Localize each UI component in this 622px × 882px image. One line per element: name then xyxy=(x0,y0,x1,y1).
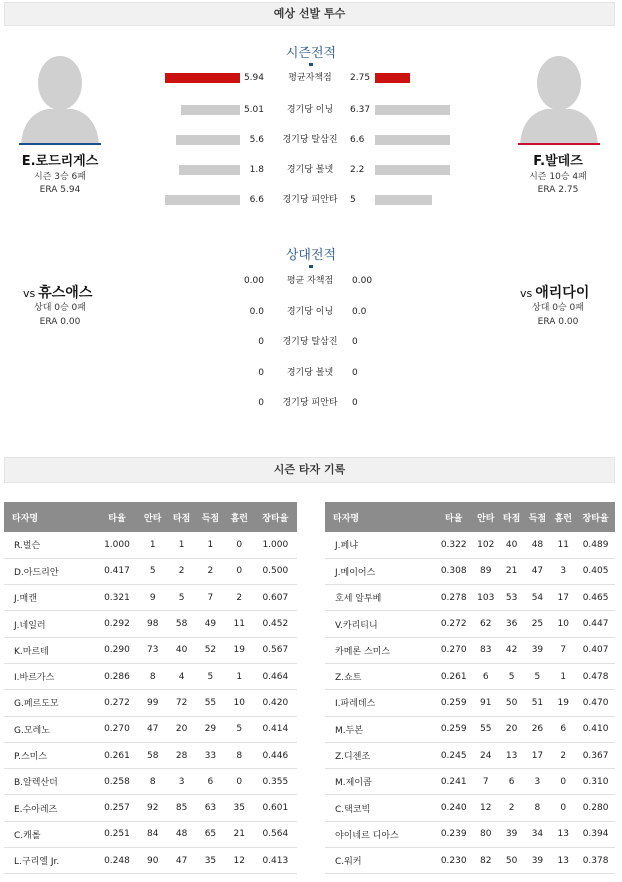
stat-cell: 3 xyxy=(525,769,551,795)
stat-cell: 10 xyxy=(225,690,254,716)
table-row[interactable] xyxy=(325,742,615,768)
stat-cell: 0.564 xyxy=(254,821,297,847)
h2h-left-team[interactable]: vs 휴스애스 xyxy=(23,285,93,301)
right-stat-value: 0.0 xyxy=(352,307,367,317)
column-header[interactable]: 타자명 xyxy=(325,502,435,532)
stat-cell: 8 xyxy=(525,795,551,821)
left-stat-bar xyxy=(165,195,240,205)
stat-cell: 13 xyxy=(499,742,525,768)
stat-cell: 65 xyxy=(196,821,225,847)
left-stat-value: 0.0 xyxy=(249,307,264,317)
stat-cell: 6 xyxy=(196,769,225,795)
batter-name[interactable]: 호세 알투베 xyxy=(325,585,435,611)
stat-cell: 52 xyxy=(196,637,225,663)
stat-cell: 58 xyxy=(138,742,167,768)
table-row[interactable] xyxy=(4,848,297,874)
stat-cell: 13 xyxy=(550,848,576,874)
stat-cell: 6 xyxy=(499,769,525,795)
batter-name[interactable]: L.구리엘 Jr. xyxy=(4,848,96,874)
stat-cell: 40 xyxy=(499,532,525,558)
stat-cell: 0.248 xyxy=(96,848,139,874)
stat-cell: 0.257 xyxy=(96,795,139,821)
left-stat-value: 0 xyxy=(258,337,264,347)
batter-name[interactable]: E.수아레즈 xyxy=(4,795,96,821)
stat-cell: 0.272 xyxy=(435,611,473,637)
stat-cell: 29 xyxy=(196,716,225,742)
table-row[interactable] xyxy=(4,558,297,584)
stat-label: 경기당 피안타 xyxy=(282,398,338,408)
stat-cell: 7 xyxy=(473,769,499,795)
stat-cell: 28 xyxy=(167,742,196,768)
table-row[interactable] xyxy=(325,795,615,821)
stat-cell: 0.465 xyxy=(576,585,615,611)
column-header[interactable]: 득점 xyxy=(196,502,225,532)
table-row[interactable] xyxy=(325,663,615,689)
season-stat-row xyxy=(0,133,622,147)
stat-label: 경기당 이닝 xyxy=(286,105,334,115)
batter-name[interactable]: J.매캔 xyxy=(4,585,96,611)
left-stat-value: 0 xyxy=(258,368,264,378)
stat-cell: 0.240 xyxy=(435,795,473,821)
stat-cell: 3 xyxy=(167,769,196,795)
stat-label: 경기당 볼넷 xyxy=(286,368,334,378)
stat-cell: 5 xyxy=(138,558,167,584)
left-batter-table xyxy=(4,502,297,874)
column-header[interactable]: 타점 xyxy=(167,502,196,532)
stat-cell: 50 xyxy=(499,848,525,874)
stat-cell: 2 xyxy=(225,585,254,611)
stat-cell: 1 xyxy=(550,663,576,689)
stat-cell: 0.489 xyxy=(576,532,615,558)
stat-cell: 0.270 xyxy=(96,716,139,742)
left-pitcher-record: 시즌 3승 6패 xyxy=(34,172,86,182)
table-row[interactable] xyxy=(4,821,297,847)
season-stat-row xyxy=(0,71,622,85)
stat-label: 경기당 볼넷 xyxy=(286,165,334,175)
right-stat-value: 0 xyxy=(352,337,358,347)
stat-cell: 72 xyxy=(167,690,196,716)
stat-cell: 73 xyxy=(138,637,167,663)
right-stat-bar xyxy=(375,105,450,115)
stat-cell: 10 xyxy=(550,611,576,637)
left-stat-value: 0 xyxy=(258,398,264,408)
stat-cell: 0.410 xyxy=(576,716,615,742)
table-row[interactable] xyxy=(325,848,615,874)
stat-label: 평균자책점 xyxy=(288,73,332,83)
table-row[interactable] xyxy=(325,558,615,584)
column-header[interactable]: 타율 xyxy=(96,502,139,532)
stat-cell: 80 xyxy=(473,821,499,847)
stat-cell: 20 xyxy=(499,716,525,742)
table-row[interactable] xyxy=(4,690,297,716)
stat-cell: 0.259 xyxy=(435,690,473,716)
person-silhouette-icon xyxy=(19,45,101,145)
h2h-right-record: 상대 0승 0패 xyxy=(532,303,584,313)
stat-cell: 7 xyxy=(196,585,225,611)
stat-cell: 0.414 xyxy=(254,716,297,742)
table-row[interactable] xyxy=(4,716,297,742)
left-stat-value: 5.6 xyxy=(249,135,264,145)
right-stat-value: 2.2 xyxy=(350,165,365,175)
h2h-left-record: 상대 0승 0패 xyxy=(34,303,86,313)
stat-cell: 103 xyxy=(473,585,499,611)
h2h-section-title: 상대전적 xyxy=(0,244,622,268)
table-row[interactable] xyxy=(325,769,615,795)
stat-cell: 21 xyxy=(499,558,525,584)
stat-cell: 2 xyxy=(550,742,576,768)
stat-cell: 12 xyxy=(473,795,499,821)
stat-cell: 102 xyxy=(473,532,499,558)
stat-cell: 49 xyxy=(196,611,225,637)
stat-cell: 51 xyxy=(525,690,551,716)
stat-cell: 1 xyxy=(196,532,225,558)
left-pitcher-name[interactable]: E.로드리게스 xyxy=(21,154,99,169)
stat-cell: 8 xyxy=(225,742,254,768)
batter-name[interactable]: J.메이어스 xyxy=(325,558,435,584)
column-header[interactable]: 홈런 xyxy=(225,502,254,532)
stat-cell: 19 xyxy=(225,637,254,663)
stat-cell: 0.446 xyxy=(254,742,297,768)
left-stat-value: 6.6 xyxy=(249,195,264,205)
stat-cell: 5 xyxy=(196,663,225,689)
right-pitcher-era: ERA 2.75 xyxy=(537,185,579,195)
stat-cell: 6 xyxy=(550,716,576,742)
stat-cell: 53 xyxy=(499,585,525,611)
batter-name[interactable]: C.워커 xyxy=(325,848,435,874)
stat-cell: 39 xyxy=(525,637,551,663)
table-row[interactable] xyxy=(325,611,615,637)
stat-cell: 55 xyxy=(473,716,499,742)
stat-cell: 0.270 xyxy=(435,637,473,663)
stat-cell: 0.321 xyxy=(96,585,139,611)
stat-cell: 0.420 xyxy=(254,690,297,716)
right-stat-bar xyxy=(375,165,450,175)
batter-name[interactable]: I.파레데스 xyxy=(325,690,435,716)
stat-cell: 85 xyxy=(167,795,196,821)
table-row[interactable] xyxy=(325,716,615,742)
stat-cell: 9 xyxy=(138,585,167,611)
right-pitcher-name[interactable]: F.발데즈 xyxy=(533,154,583,169)
stat-label: 경기당 탈삼진 xyxy=(282,337,338,347)
h2h-stat-row xyxy=(0,366,622,380)
left-stat-bar xyxy=(179,165,240,175)
batter-name[interactable]: C.택코빅 xyxy=(325,795,435,821)
stat-cell: 0.308 xyxy=(435,558,473,584)
batter-name[interactable]: M.제이콥 xyxy=(325,769,435,795)
batter-name[interactable]: 카메론 스미스 xyxy=(325,637,435,663)
table-row[interactable] xyxy=(4,611,297,637)
stat-cell: 11 xyxy=(225,611,254,637)
stat-cell: 0.272 xyxy=(96,690,139,716)
right-pitcher-avatar xyxy=(518,45,600,145)
stat-cell: 8 xyxy=(138,663,167,689)
stat-cell: 0.355 xyxy=(254,769,297,795)
stat-cell: 0.478 xyxy=(576,663,615,689)
right-stat-value: 5 xyxy=(350,195,356,205)
table-row[interactable] xyxy=(325,532,615,558)
stat-cell: 0.500 xyxy=(254,558,297,584)
stat-cell: 48 xyxy=(167,821,196,847)
h2h-stat-row xyxy=(0,305,622,319)
stat-cell: 0.567 xyxy=(254,637,297,663)
stat-cell: 5 xyxy=(225,716,254,742)
stat-cell: 0.378 xyxy=(576,848,615,874)
stat-cell: 0.417 xyxy=(96,558,139,584)
stat-cell: 98 xyxy=(138,611,167,637)
table-row[interactable] xyxy=(4,585,297,611)
table-row[interactable] xyxy=(4,769,297,795)
stat-cell: 83 xyxy=(473,637,499,663)
stat-cell: 0 xyxy=(225,532,254,558)
stat-cell: 35 xyxy=(225,795,254,821)
right-pitcher-record: 시즌 10승 4패 xyxy=(529,172,587,182)
stat-cell: 0.292 xyxy=(96,611,139,637)
table-row[interactable] xyxy=(325,585,615,611)
stat-cell: 5 xyxy=(167,585,196,611)
stat-cell: 54 xyxy=(525,585,551,611)
h2h-stat-row xyxy=(0,335,622,349)
batter-section-title: 시즌 타자 기록 xyxy=(273,463,346,476)
stat-cell: 63 xyxy=(196,795,225,821)
stat-cell: 0.601 xyxy=(254,795,297,821)
batter-name[interactable]: M.두본 xyxy=(325,716,435,742)
season-section-title: 시즌전적 xyxy=(0,42,622,66)
stat-cell: 20 xyxy=(167,716,196,742)
season-stat-row xyxy=(0,193,622,207)
stat-cell: 6 xyxy=(473,663,499,689)
right-stat-bar xyxy=(375,195,432,205)
column-header[interactable]: 타자명 xyxy=(4,502,96,532)
h2h-stat-row xyxy=(0,396,622,410)
stat-cell: 92 xyxy=(138,795,167,821)
stat-cell: 82 xyxy=(473,848,499,874)
stat-cell: 0 xyxy=(225,769,254,795)
header-bar xyxy=(4,2,615,26)
left-stat-value: 5.01 xyxy=(243,105,264,115)
left-stat-value: 1.8 xyxy=(249,165,264,175)
stat-cell: 0.230 xyxy=(435,848,473,874)
right-stat-value: 6.37 xyxy=(350,105,371,115)
stat-cell: 0.413 xyxy=(254,848,297,874)
stat-cell: 1 xyxy=(138,532,167,558)
stat-cell: 13 xyxy=(550,821,576,847)
batter-name[interactable]: C.캐롤 xyxy=(4,821,96,847)
stat-cell: 0.245 xyxy=(435,742,473,768)
stat-cell: 1 xyxy=(167,532,196,558)
right-stat-value: 6.6 xyxy=(350,135,365,145)
stat-cell: 12 xyxy=(225,848,254,874)
left-stat-value: 0.00 xyxy=(243,276,264,286)
batter-name[interactable]: Z.디젠조 xyxy=(325,742,435,768)
stat-cell: 3 xyxy=(550,558,576,584)
stat-cell: 0.259 xyxy=(435,716,473,742)
batter-name[interactable]: 야이네르 디아스 xyxy=(325,821,435,847)
right-stat-value: 0 xyxy=(352,398,358,408)
column-header[interactable]: 안타 xyxy=(138,502,167,532)
stat-cell: 62 xyxy=(473,611,499,637)
stat-cell: 39 xyxy=(525,848,551,874)
stat-cell: 0 xyxy=(225,558,254,584)
stat-cell: 58 xyxy=(167,611,196,637)
left-stat-bar xyxy=(181,105,240,115)
right-stat-value: 0 xyxy=(352,368,358,378)
stat-cell: 5 xyxy=(499,663,525,689)
stat-label: 경기당 피안타 xyxy=(282,195,338,205)
stat-cell: 0.310 xyxy=(576,769,615,795)
column-header[interactable]: 타점 xyxy=(499,502,525,532)
stat-cell: 0.261 xyxy=(435,663,473,689)
right-stat-value: 0.00 xyxy=(352,276,373,286)
stat-cell: 1 xyxy=(225,663,254,689)
h2h-right-team[interactable]: vs 애리다이 xyxy=(520,285,590,301)
stat-cell: 0.290 xyxy=(96,637,139,663)
stat-cell: 0.239 xyxy=(435,821,473,847)
column-header[interactable]: 타율 xyxy=(435,502,473,532)
batter-name[interactable]: P.스미스 xyxy=(4,742,96,768)
left-stat-bar xyxy=(176,135,240,145)
stat-cell: 42 xyxy=(499,637,525,663)
h2h-right-era: ERA 0.00 xyxy=(537,317,579,327)
stat-cell: 8 xyxy=(138,769,167,795)
batter-name[interactable]: R.벌슨 xyxy=(4,532,96,558)
stat-cell: 99 xyxy=(138,690,167,716)
stat-cell: 0.278 xyxy=(435,585,473,611)
right-batter-table xyxy=(325,502,615,874)
stat-cell: 7 xyxy=(550,637,576,663)
stat-cell: 1.000 xyxy=(96,532,139,558)
table-row[interactable] xyxy=(325,690,615,716)
stat-cell: 2 xyxy=(167,558,196,584)
stat-cell: 0.464 xyxy=(254,663,297,689)
stat-cell: 0.261 xyxy=(96,742,139,768)
right-stat-value: 2.75 xyxy=(350,73,371,83)
stat-cell: 11 xyxy=(550,532,576,558)
h2h-left-era: ERA 0.00 xyxy=(39,317,81,327)
stat-cell: 90 xyxy=(138,848,167,874)
column-header[interactable]: 홈런 xyxy=(550,502,576,532)
stat-cell: 0.405 xyxy=(576,558,615,584)
season-stat-row xyxy=(0,163,622,177)
left-stat-bar xyxy=(165,73,240,83)
stat-label: 경기당 탈삼진 xyxy=(282,135,338,145)
left-pitcher-avatar xyxy=(19,45,101,145)
stat-cell: 19 xyxy=(550,690,576,716)
batter-name[interactable]: J.네일러 xyxy=(4,611,96,637)
stat-cell: 0.241 xyxy=(435,769,473,795)
stat-cell: 0 xyxy=(550,795,576,821)
stat-cell: 0.407 xyxy=(576,637,615,663)
batter-name[interactable]: I.바르가스 xyxy=(4,663,96,689)
stat-cell: 17 xyxy=(550,585,576,611)
stat-cell: 25 xyxy=(525,611,551,637)
stat-cell: 0.322 xyxy=(435,532,473,558)
season-stat-row xyxy=(0,103,622,117)
stat-cell: 47 xyxy=(138,716,167,742)
column-header[interactable]: 장타율 xyxy=(254,502,297,532)
stat-label: 평균 자책점 xyxy=(286,276,334,286)
stat-cell: 0.367 xyxy=(576,742,615,768)
stat-cell: 0.251 xyxy=(96,821,139,847)
stat-cell: 33 xyxy=(196,742,225,768)
stat-cell: 0.394 xyxy=(576,821,615,847)
stat-cell: 36 xyxy=(499,611,525,637)
person-silhouette-icon xyxy=(518,45,600,145)
column-header[interactable]: 득점 xyxy=(525,502,551,532)
stat-cell: 0.452 xyxy=(254,611,297,637)
batter-name[interactable]: D.아드리안 xyxy=(4,558,96,584)
stat-cell: 89 xyxy=(473,558,499,584)
table-row[interactable] xyxy=(4,532,297,558)
right-stat-bar xyxy=(375,73,410,83)
batter-name[interactable]: G.모레노 xyxy=(4,716,96,742)
stat-cell: 21 xyxy=(225,821,254,847)
stat-cell: 24 xyxy=(473,742,499,768)
table-row[interactable] xyxy=(325,821,615,847)
stat-cell: 2 xyxy=(196,558,225,584)
h2h-stat-row xyxy=(0,274,622,288)
stat-cell: 0.280 xyxy=(576,795,615,821)
stat-cell: 0.470 xyxy=(576,690,615,716)
stat-cell: 40 xyxy=(167,637,196,663)
batter-section-bar xyxy=(4,457,615,483)
table-row[interactable] xyxy=(4,795,297,821)
stat-cell: 2 xyxy=(499,795,525,821)
left-pitcher-era: ERA 5.94 xyxy=(39,185,81,195)
table-row[interactable] xyxy=(4,742,297,768)
stat-cell: 17 xyxy=(525,742,551,768)
table-row[interactable] xyxy=(4,663,297,689)
stat-cell: 91 xyxy=(473,690,499,716)
batter-name[interactable]: Z.쇼트 xyxy=(325,663,435,689)
stat-cell: 35 xyxy=(196,848,225,874)
stat-cell: 0.258 xyxy=(96,769,139,795)
column-header[interactable]: 장타율 xyxy=(576,502,615,532)
stat-cell: 47 xyxy=(167,848,196,874)
batter-name[interactable]: B.알렉산더 xyxy=(4,769,96,795)
stat-cell: 55 xyxy=(196,690,225,716)
left-stat-value: 5.94 xyxy=(243,73,264,83)
table-row[interactable] xyxy=(325,637,615,663)
stat-cell: 0.447 xyxy=(576,611,615,637)
stat-cell: 39 xyxy=(499,821,525,847)
batter-name[interactable]: J.페냐 xyxy=(325,532,435,558)
stat-cell: 1.000 xyxy=(254,532,297,558)
header-title: 예상 선발 투수 xyxy=(273,7,346,20)
stat-cell: 34 xyxy=(525,821,551,847)
stat-cell: 0 xyxy=(550,769,576,795)
stat-cell: 4 xyxy=(167,663,196,689)
batter-name[interactable]: G.페르도모 xyxy=(4,690,96,716)
stat-label: 경기당 이닝 xyxy=(286,307,334,317)
stat-cell: 0.607 xyxy=(254,585,297,611)
batter-name[interactable]: K.마르테 xyxy=(4,637,96,663)
stat-cell: 50 xyxy=(499,690,525,716)
table-row[interactable] xyxy=(4,637,297,663)
stat-cell: 84 xyxy=(138,821,167,847)
stat-cell: 0.286 xyxy=(96,663,139,689)
stat-cell: 26 xyxy=(525,716,551,742)
column-header[interactable]: 안타 xyxy=(473,502,499,532)
batter-name[interactable]: V.카리티니 xyxy=(325,611,435,637)
stat-cell: 5 xyxy=(525,663,551,689)
right-stat-bar xyxy=(375,135,450,145)
stat-cell: 48 xyxy=(525,532,551,558)
stat-cell: 47 xyxy=(525,558,551,584)
